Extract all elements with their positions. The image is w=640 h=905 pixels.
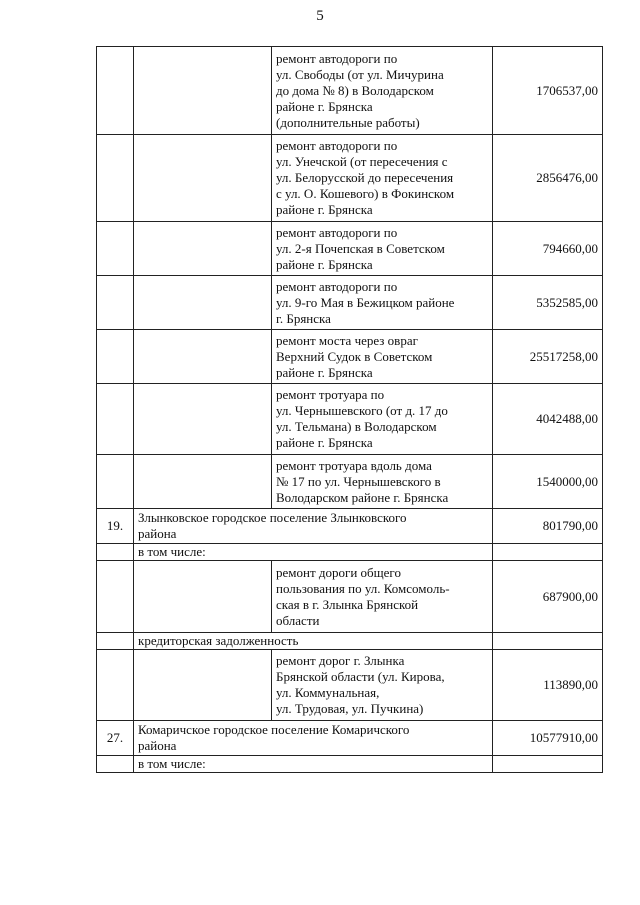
work-description: ремонт тротуара по ул. Чернышевского (от д. 17 до ул. Тельмана) в Володарском районе г. Брянска xyxy=(272,384,493,455)
amount-cell: 794660,00 xyxy=(493,222,603,276)
table-row xyxy=(97,276,603,330)
work-description: ремонт дороги общего пользования по ул. Комсомоль- ская в г. Злынка Брянской области xyxy=(272,561,493,633)
table-row xyxy=(97,222,603,276)
amount-cell: 1540000,00 xyxy=(493,455,603,509)
settlement-name: Злынковское городское поселение Злынковского района xyxy=(134,509,493,544)
amount-cell: 10577910,00 xyxy=(493,721,603,756)
debt-row xyxy=(97,633,603,650)
row-number: 27. xyxy=(97,721,134,756)
including-row xyxy=(97,544,603,561)
amount-cell: 687900,00 xyxy=(493,561,603,633)
including-label: в том числе: xyxy=(134,544,493,561)
work-description: ремонт автодороги по ул. 9-го Мая в Бежицком районе г. Брянска xyxy=(272,276,493,330)
table-row xyxy=(97,561,603,633)
work-description: ремонт автодороги по ул. Унечской (от пересечения с ул. Белорусской до пересечения с ул. О. Кошевого) в Фокинском районе г. Брянска xyxy=(272,135,493,222)
funding-table xyxy=(96,46,603,773)
work-description: ремонт тротуара вдоль дома № 17 по ул. Чернышевского в Володарском районе г. Брянска xyxy=(272,455,493,509)
amount-cell: 801790,00 xyxy=(493,509,603,544)
including-label: в том числе: xyxy=(134,756,493,773)
amount-cell: 113890,00 xyxy=(493,650,603,721)
settlement-name: Комаричское городское поселение Комаричского района xyxy=(134,721,493,756)
amount-cell: 4042488,00 xyxy=(493,384,603,455)
amount-cell: 5352585,00 xyxy=(493,276,603,330)
work-description: ремонт дорог г. Злынка Брянской области (ул. Кирова, ул. Коммунальная, ул. Трудовая, ул. Пучкина) xyxy=(272,650,493,721)
table-row xyxy=(97,330,603,384)
settlement-row-zlynka xyxy=(97,509,603,544)
table-row xyxy=(97,135,603,222)
table-row xyxy=(97,650,603,721)
table-row xyxy=(97,47,603,135)
amount-cell: 2856476,00 xyxy=(493,135,603,222)
settlement-row-komarichi xyxy=(97,721,603,756)
page-number: 5 xyxy=(316,8,324,24)
row-number: 19. xyxy=(97,509,134,544)
work-description: ремонт автодороги по ул. Свободы (от ул. Мичурина до дома № 8) в Володарском районе г. Брянска (дополнительные работы) xyxy=(272,47,493,135)
work-description: ремонт автодороги по ул. 2-я Почепская в Советском районе г. Брянска xyxy=(272,222,493,276)
amount-cell: 25517258,00 xyxy=(493,330,603,384)
table-row xyxy=(97,384,603,455)
amount-cell: 1706537,00 xyxy=(493,47,603,135)
including-row xyxy=(97,756,603,773)
work-description: ремонт моста через овраг Верхний Судок в Советском районе г. Брянска xyxy=(272,330,493,384)
table-row xyxy=(97,455,603,509)
debt-label: кредиторская задолженность xyxy=(134,633,493,650)
